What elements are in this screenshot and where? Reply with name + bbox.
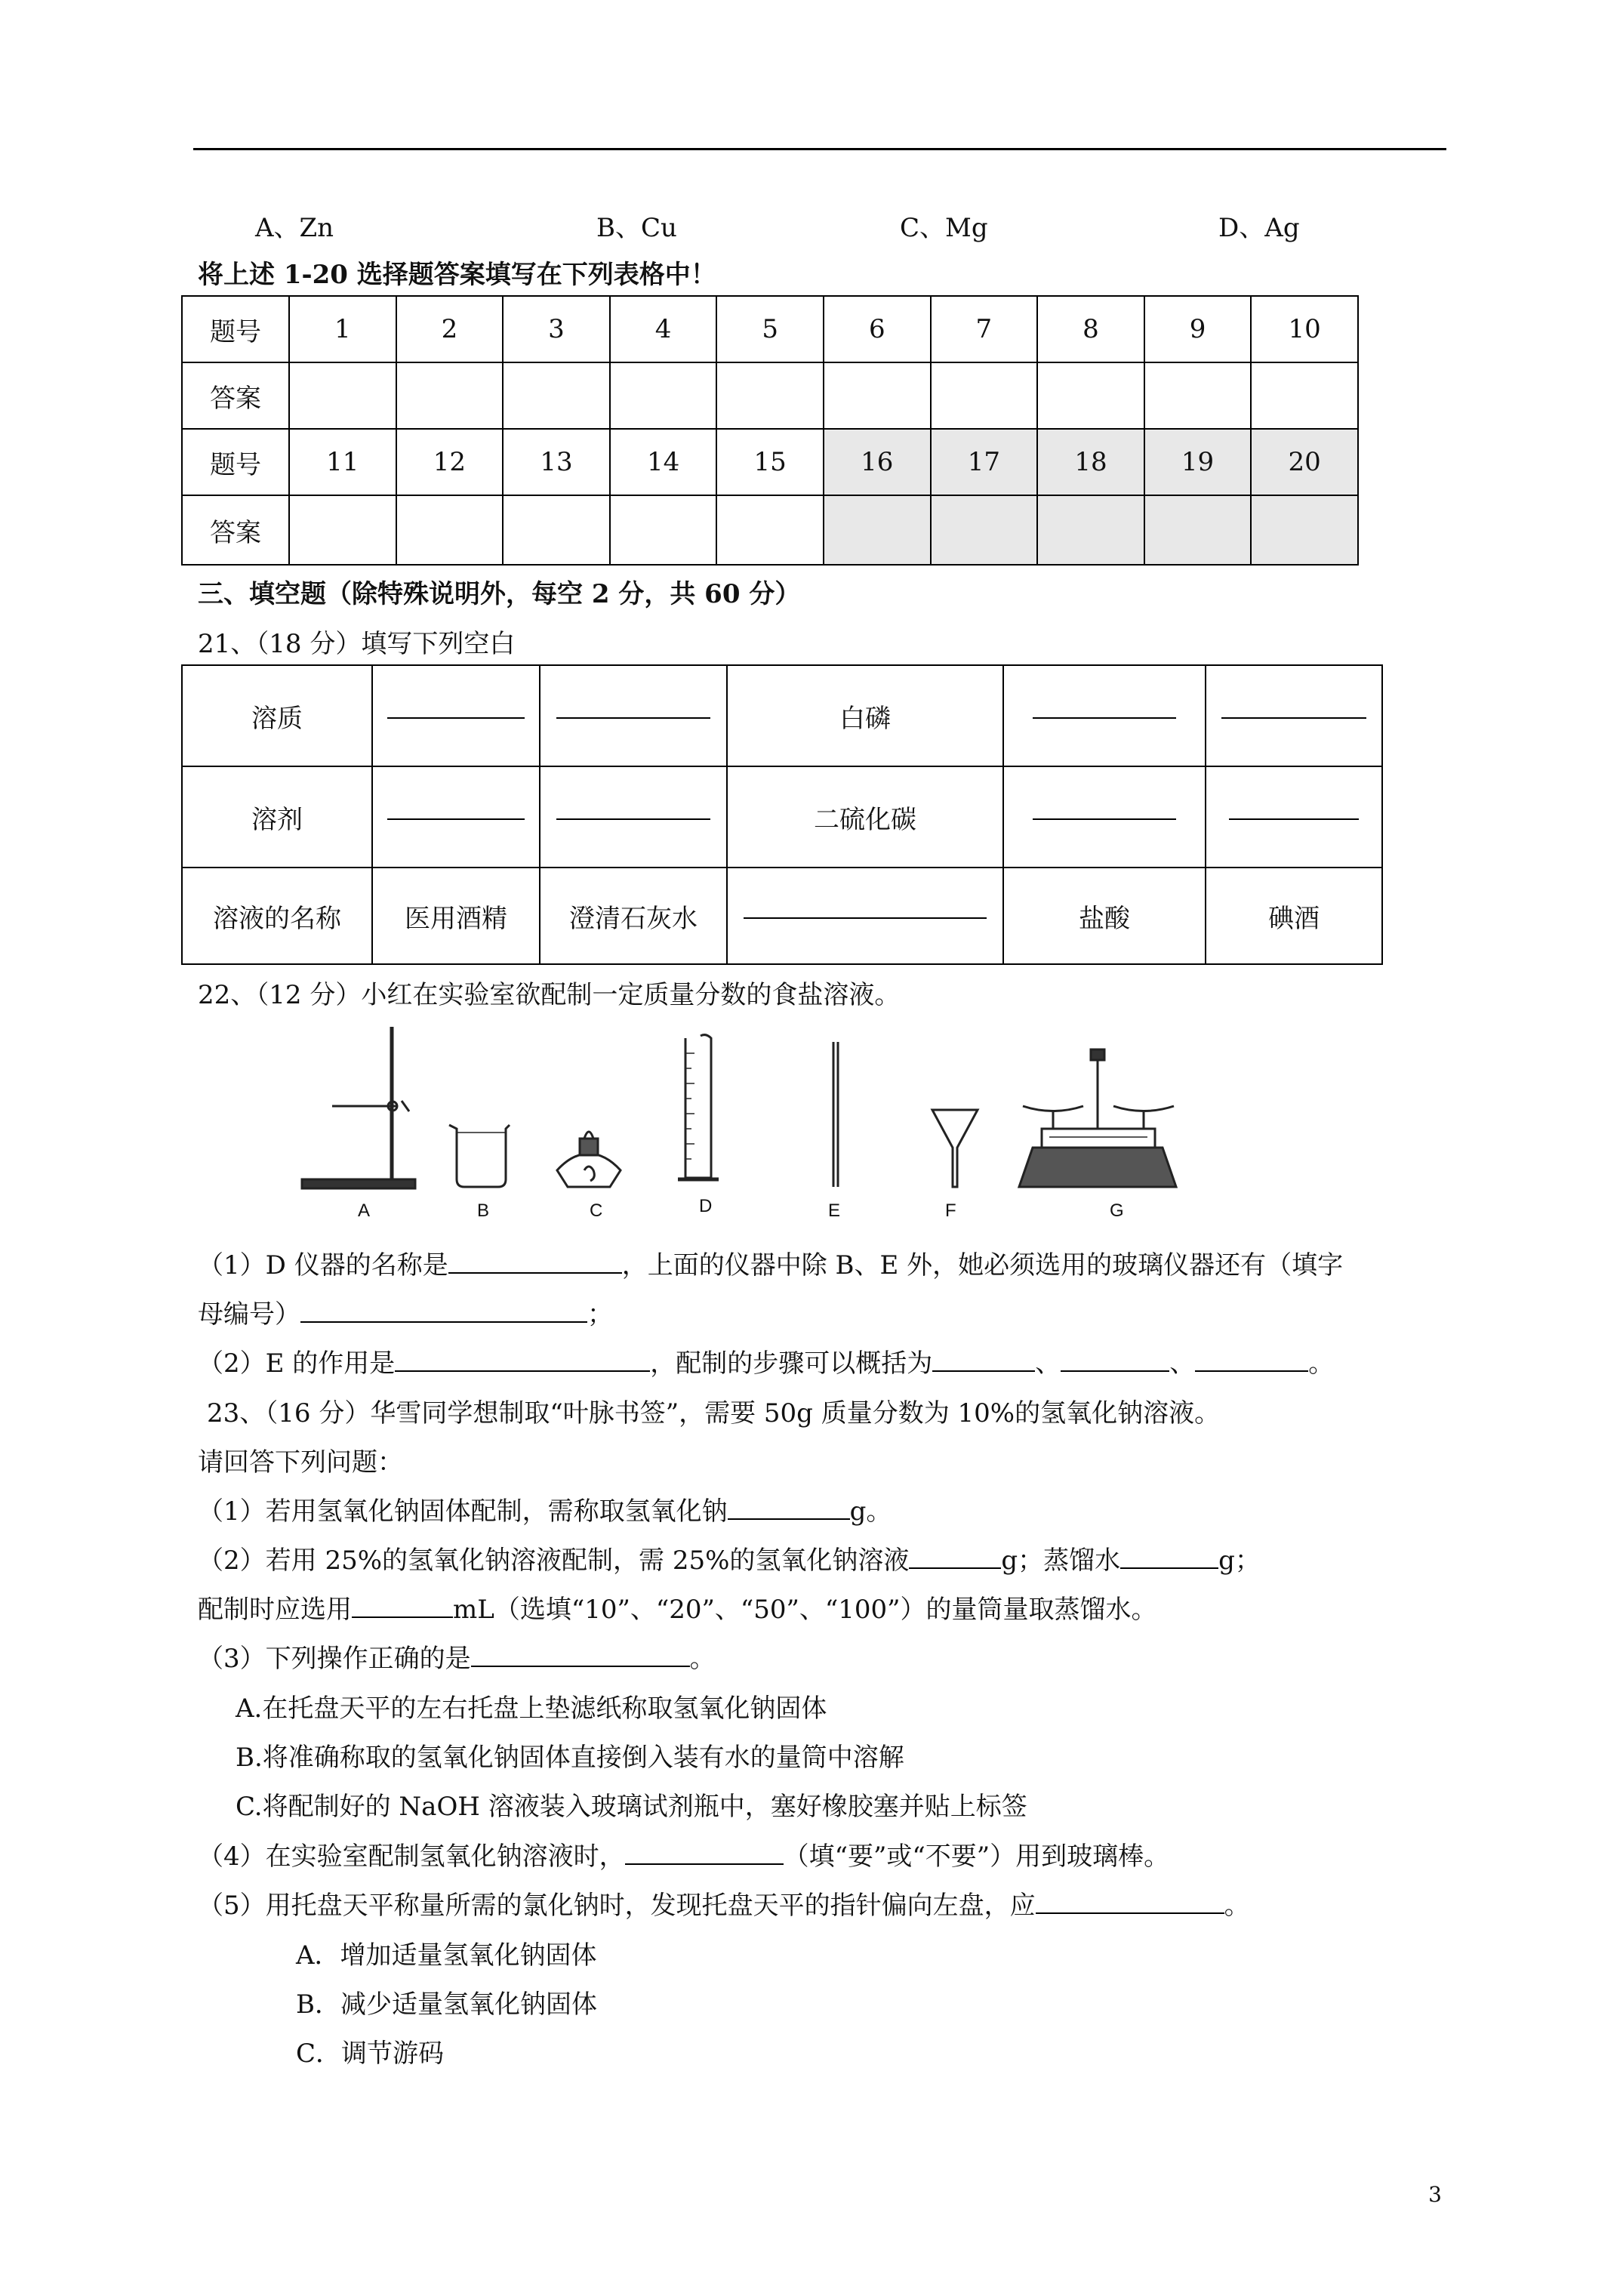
answer-cell[interactable] [396,362,504,429]
choice-d: D、Ag [1218,213,1300,243]
question-number: 15 [716,429,824,495]
alcohol-lamp-icon [557,1132,621,1187]
answer-blank[interactable] [352,1595,453,1618]
answer-cell[interactable] [931,362,1038,429]
q22-part1-text: （1）D 仪器的名称是 [198,1250,448,1281]
q22-part2-text: （2）E 的作用是 [198,1348,396,1379]
answer-blank[interactable] [471,1644,690,1667]
answer-label-cell: 答案 [182,362,289,429]
table-header-cell: 题号 [182,429,289,495]
choice-a: A、Zn [255,213,334,243]
answer-cell[interactable] [824,495,931,565]
answer-blank[interactable] [448,1251,622,1274]
question-number: 7 [931,296,1038,362]
answer-table [181,295,1359,566]
q23-part3-option-b: B.将准确称取的氢氧化钠固体直接倒入装有水的量筒中溶解 [236,1743,904,1773]
unit-text: g； [1218,1546,1261,1576]
figure-label-b: B [477,1200,490,1221]
q23-part5-text: （5）用托盘天平称量所需的氯化钠时，发现托盘天平的指针偏向左盘，应 [198,1891,1036,1921]
question-number: 20 [1251,429,1358,495]
answer-cell[interactable] [931,495,1038,565]
header-rule [193,148,1446,150]
answer-blank[interactable] [1036,1891,1224,1914]
q23-part5-option-a: A．增加适量氢氧化钠固体 [296,1940,597,1971]
q23-part4-text2: （填“要”或“不要”）用到玻璃棒。 [783,1841,1170,1872]
funnel-icon [932,1110,978,1187]
medical-alcohol-cell: 医用酒精 [372,868,540,964]
fill-cell[interactable] [1206,766,1382,868]
q23-prompt: 23、（16 分）华雪同学想制取“叶脉书签”，需要 50g 质量分数为 10%的氢氧化钠溶液。 [207,1398,1221,1428]
fill-cell[interactable] [1003,766,1206,868]
q22-prompt: 22、（12 分）小红在实验室欲配制一定质量分数的食盐溶液。 [198,980,901,1010]
answer-cell[interactable] [1144,362,1252,429]
question-number: 13 [503,429,610,495]
q23-part2-text2: g；蒸馏水 [1001,1546,1121,1576]
row-label-solution: 溶液的名称 [182,868,372,964]
figure-label-a: A [358,1200,371,1221]
q22-part1-line2 [198,1299,613,1330]
table-row [182,362,1358,429]
fill-cell[interactable] [727,868,1003,964]
table-row [182,495,1358,565]
question-number: 9 [1144,296,1252,362]
punctuation: 、 [1169,1348,1196,1379]
figure-label-d: D [699,1196,713,1216]
fill-cell[interactable] [372,766,540,868]
answer-cell[interactable] [1251,362,1358,429]
question-number: 4 [610,296,717,362]
q23-part2-line2 [198,1595,1157,1625]
question-number: 10 [1251,296,1358,362]
answer-cell[interactable] [1251,495,1358,565]
page-number: 3 [1428,2182,1442,2207]
iron-stand-icon [302,1027,415,1188]
q23-part3-option-c: C.将配制好的 NaOH 溶液装入玻璃试剂瓶中，塞好橡胶塞并贴上标签 [236,1792,1027,1822]
figure-label-e: E [828,1200,841,1221]
answer-blank[interactable] [300,1300,587,1323]
choice-c: C、Mg [900,213,988,243]
answer-blank[interactable] [1195,1349,1308,1372]
section-title: 三、填空题（除特殊说明外，每空 2 分，共 60 分） [198,579,801,609]
answer-blank[interactable] [625,1842,784,1865]
fill-cell[interactable] [1206,665,1382,766]
punctuation: ； [587,1299,613,1330]
answer-label-cell: 答案 [182,495,289,565]
question-number: 8 [1037,296,1144,362]
question-number: 18 [1037,429,1144,495]
glass-rod-icon [833,1042,838,1187]
q23-part1 [198,1496,892,1527]
q22-part1-text3: 母编号） [198,1299,300,1330]
question-number: 1 [289,296,396,362]
q23-part2-text4: mL（选填“10”、“20”、“50”、“100”）的量筒量取蒸馏水。 [453,1595,1157,1625]
fill-cell[interactable] [1003,665,1206,766]
apparatus-figure [294,1019,1200,1197]
white-phosphorus-cell: 白磷 [727,665,1003,766]
table-row [182,665,1382,766]
q23-part1-text: （1）若用氢氧化钠固体配制，需称取氢氧化钠 [198,1496,728,1527]
q23-part5 [198,1891,1250,1921]
question-number: 14 [610,429,717,495]
punctuation: 。 [689,1644,716,1674]
unit-text: g。 [849,1496,892,1527]
answer-cell[interactable] [610,362,717,429]
q22-part2-text2: ，配制的步骤可以概括为 [650,1348,933,1379]
q22-part1-text2: ，上面的仪器中除 B、E 外，她必须选用的玻璃仪器还有（填字 [621,1250,1344,1281]
question-number: 11 [289,429,396,495]
punctuation: 。 [1224,1891,1250,1921]
fill-cell[interactable] [540,766,727,868]
answer-cell[interactable] [1037,495,1144,565]
figure-label-g: G [1110,1200,1124,1221]
answer-blank[interactable] [909,1546,1001,1569]
beaker-icon [449,1125,510,1187]
q23-part4-text: （4）在实验室配制氢氧化钠溶液时， [198,1841,625,1872]
q23-part3 [198,1644,716,1674]
answer-cell[interactable] [1037,362,1144,429]
fill-cell[interactable] [372,665,540,766]
answer-cell[interactable] [503,495,610,565]
q23-part2-text3: 配制时应选用 [198,1595,352,1625]
table-row [182,429,1358,495]
q23-part5-option-b: B．减少适量氢氧化钠固体 [296,1989,597,2020]
question-number: 2 [396,296,504,362]
answer-cell[interactable] [716,495,824,565]
answer-cell[interactable] [824,362,931,429]
iodine-tincture-cell: 碘酒 [1206,868,1382,964]
question-number: 19 [1144,429,1252,495]
table-row [182,868,1382,964]
answer-blank[interactable] [1120,1546,1218,1569]
question-number: 3 [503,296,610,362]
question-number: 5 [716,296,824,362]
answer-blank[interactable] [1061,1349,1169,1372]
q22-part2 [198,1348,1334,1379]
q23-part5-option-c: C．调节游码 [296,2039,445,2069]
answer-blank[interactable] [395,1349,650,1372]
question-number: 6 [824,296,931,362]
table-row [182,296,1358,362]
q23-part2-line1 [198,1546,1261,1576]
q23-part3-option-a: A.在托盘天平的左右托盘上垫滤纸称取氢氧化钠固体 [236,1693,827,1724]
answer-blank[interactable] [728,1497,850,1520]
answer-cell[interactable] [610,495,717,565]
q23-part4 [198,1841,1169,1872]
q21-prompt: 21、（18 分）填写下列空白 [198,629,516,659]
q23-sub: 请回答下列问题： [198,1447,403,1478]
answer-cell[interactable] [503,362,610,429]
q23-part3-text: （3）下列操作正确的是 [198,1644,471,1674]
answer-cell[interactable] [289,362,396,429]
answer-blank[interactable] [932,1349,1035,1372]
answer-table-instruction: 将上述 1-20 选择题答案填写在下列表格中！ [198,260,716,290]
punctuation: 。 [1308,1348,1335,1379]
row-label-solvent: 溶剂 [182,766,372,868]
table-row [182,766,1382,868]
row-label-solute: 溶质 [182,665,372,766]
lime-water-cell: 澄清石灰水 [540,868,727,964]
answer-cell[interactable] [1144,495,1252,565]
figure-label-f: F [945,1200,956,1221]
hydrochloric-acid-cell: 盐酸 [1003,868,1206,964]
answer-cell[interactable] [289,495,396,565]
q23-part2-text: （2）若用 25%的氢氧化钠溶液配制，需 25%的氢氧化钠溶液 [198,1546,910,1576]
q21-table [181,664,1383,965]
measuring-cylinder-icon [678,1035,719,1179]
q22-part1-line1 [198,1250,1343,1281]
question-number: 17 [931,429,1038,495]
fill-cell[interactable] [540,665,727,766]
table-header-cell: 题号 [182,296,289,362]
answer-cell[interactable] [396,495,504,565]
choice-b: B、Cu [596,213,677,243]
answer-cell[interactable] [716,362,824,429]
figure-label-c: C [590,1200,603,1221]
question-number: 16 [824,429,931,495]
carbon-disulfide-cell: 二硫化碳 [727,766,1003,868]
punctuation: 、 [1035,1348,1061,1379]
balance-icon [1019,1049,1176,1187]
question-number: 12 [396,429,504,495]
